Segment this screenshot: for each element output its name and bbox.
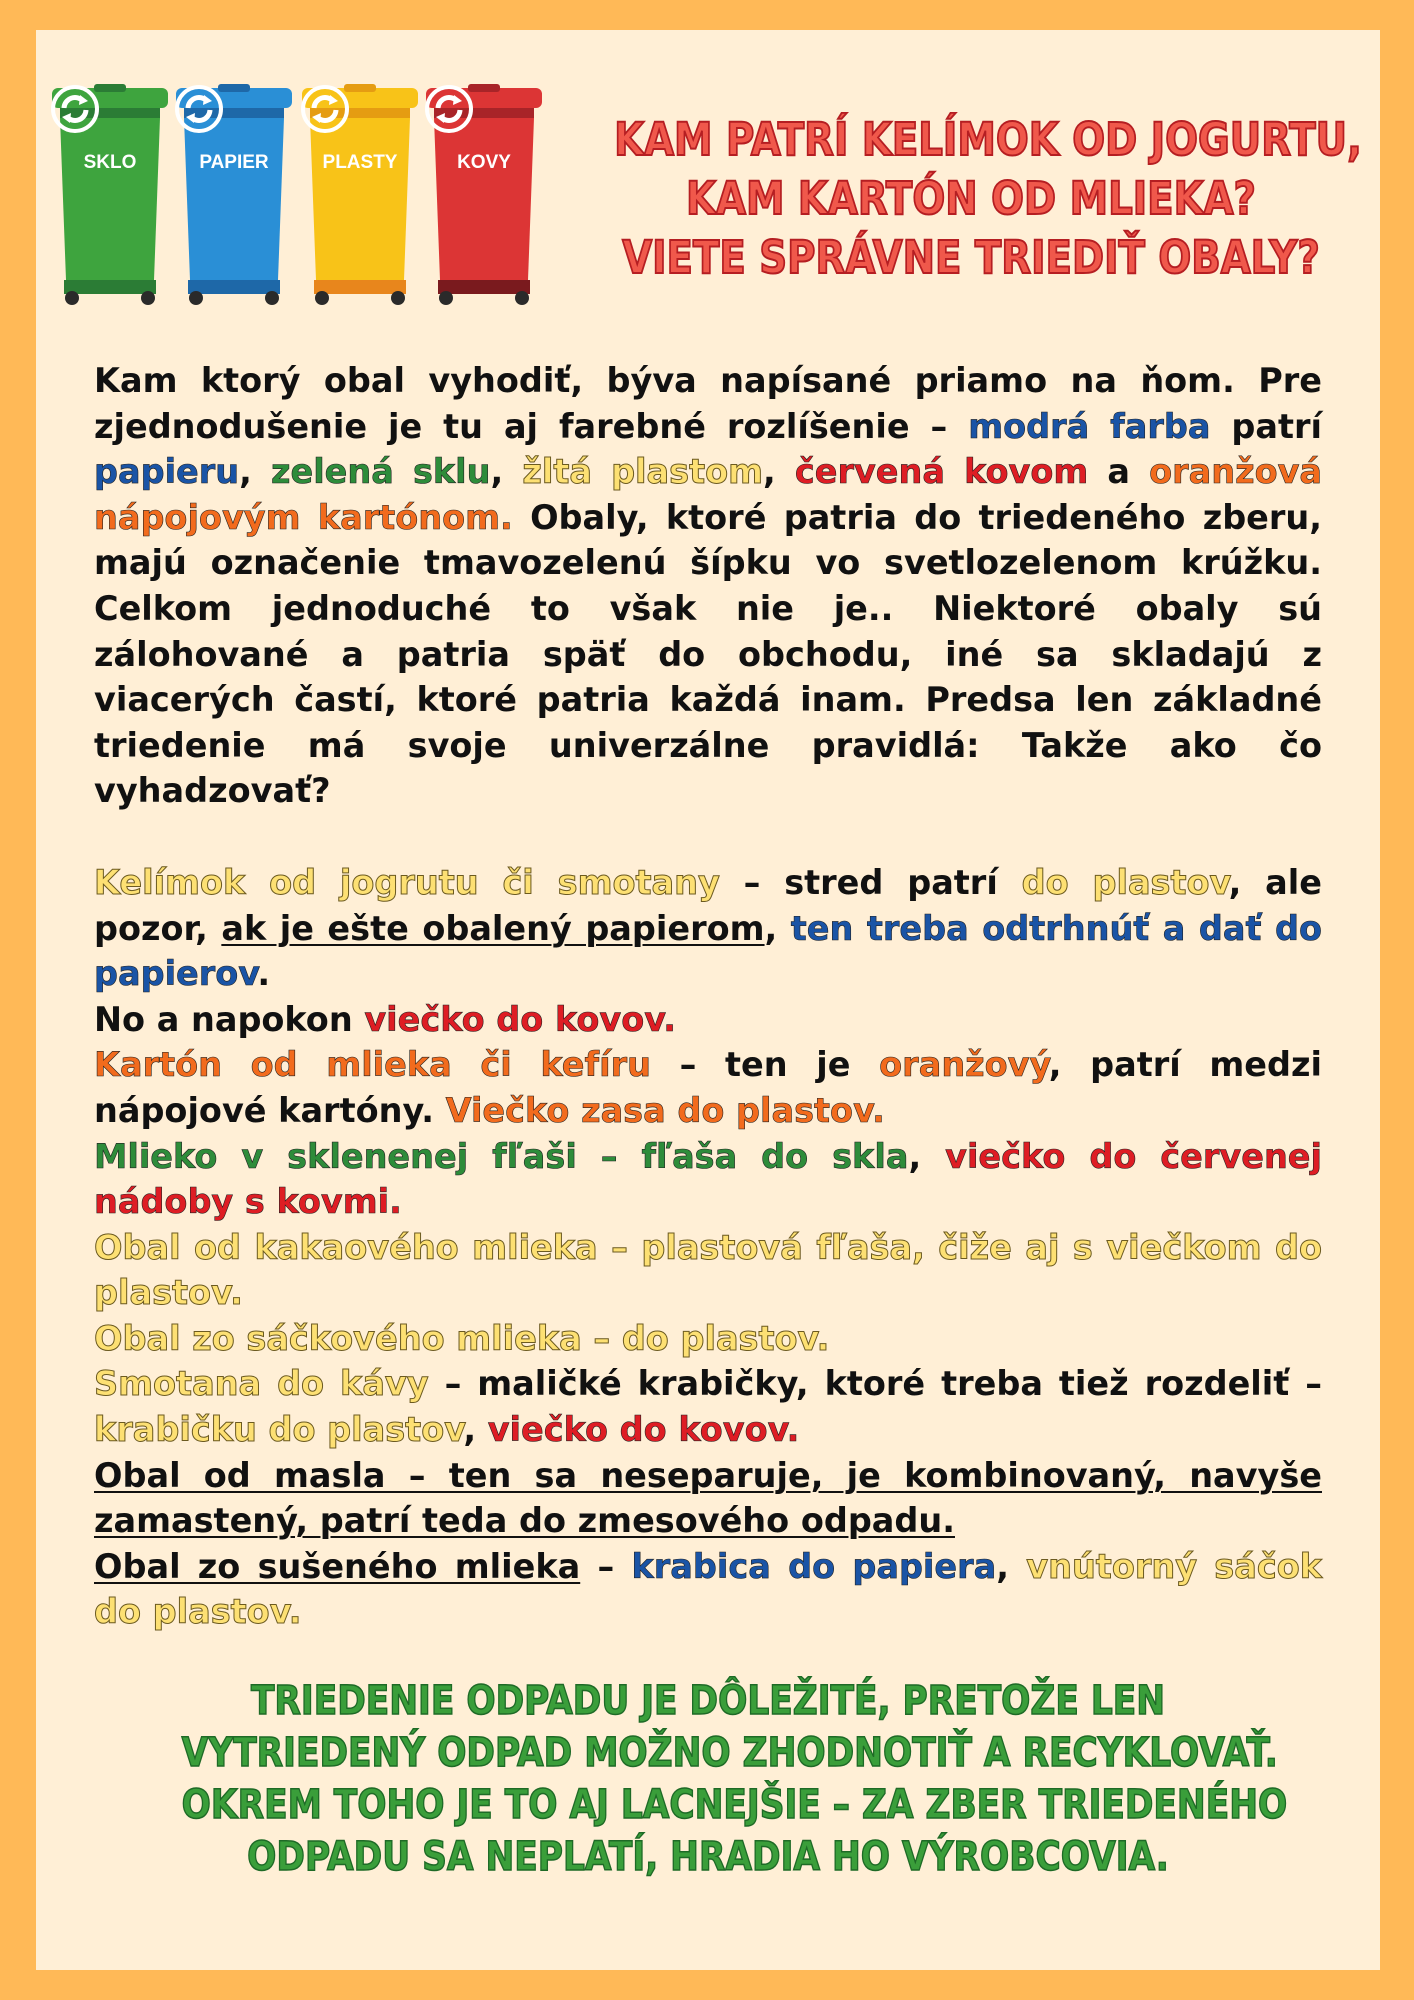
text-run: –	[580, 1546, 632, 1586]
bin-sklo	[50, 84, 170, 308]
bin-label: KOVY	[457, 152, 511, 173]
bin-kovy	[424, 84, 544, 308]
footer-line: OKREM TOHO JE TO AJ LACNEJŠIE – ZA ZBER TRIEDENÉHO	[181, 1782, 1288, 1828]
text-run-underlined: Obal zo sušeného mlieka	[94, 1546, 581, 1586]
page-title	[614, 110, 1362, 287]
text-run-red: viečko do kovov.	[364, 999, 677, 1039]
text-run: – maličké krabičky, ktoré treba tiež rozdeliť –	[428, 1364, 1322, 1404]
intro-paragraph	[94, 358, 1322, 814]
text-run: ,	[763, 452, 795, 492]
title-line: KAM PATRÍ KELÍMOK OD JOGURTU,	[614, 113, 1362, 166]
text-run: – stred patrí	[719, 862, 1022, 902]
text-run-yellow: do plastov	[1021, 862, 1229, 902]
text-run: ,	[908, 1136, 946, 1176]
item-smotana	[94, 1361, 1322, 1452]
text-run-orange: oranžový	[879, 1045, 1049, 1085]
bin-label: PLASTY	[322, 152, 398, 173]
text-run-blue: modrá farba	[968, 406, 1211, 446]
text-run: , patrí medzi nápojové kartóny.	[94, 1045, 1322, 1130]
bin-label: SKLO	[83, 152, 137, 173]
recycle-icon	[50, 84, 100, 134]
text-run-blue: krabica do papiera	[631, 1546, 997, 1586]
item-sackove	[94, 1316, 1322, 1362]
item-vieckp	[94, 997, 1322, 1043]
text-run-yellow: vnútorný sáčok do plastov.	[94, 1546, 1322, 1632]
text-run-yellow: Smotana do kávy	[94, 1364, 429, 1404]
text-run-yellow: krabičku do plastov	[94, 1410, 464, 1450]
text-run-yellow: Obal zo sáčkového mlieka – do plastov.	[94, 1318, 830, 1358]
text-run-yellow: žltá plastom	[522, 452, 764, 492]
text-run: ,	[764, 908, 791, 948]
footer-line: TRIEDENIE ODPADU JE DÔLEŽITÉ, PRETOŽE LEN	[250, 1678, 1166, 1724]
text-run-orange: Kartón od mlieka či kefíru	[94, 1045, 651, 1085]
text-run-green: zelená sklu	[270, 452, 491, 492]
item-susene	[94, 1544, 1322, 1635]
text-run: , ale pozor,	[94, 862, 1322, 948]
paragraph-gap	[94, 814, 1322, 860]
text-run-blue: papieru	[94, 452, 240, 492]
text-run: ,	[996, 1546, 1027, 1586]
text-run: a	[1088, 452, 1150, 492]
text-run: Obaly, ktoré patria do triedeného zberu, majú označenie tmavozelenú šípku vo svetlozelenom krúžku. Celkom jednoduché to však nie je.. Niektoré obaly sú zálohované a patria späť do obchodu, iné sa skladajú z viacerých častí, ktoré patria každá inam. Predsa len základné triedenie má svoje univerzálne pravidlá: Takže ako čo vyhadzovať?	[94, 497, 1322, 811]
text-run-red: červená kovom	[794, 452, 1089, 492]
text-run: ,	[239, 452, 271, 492]
text-run-yellow: Obal od kakaového mlieka – plastová fľaša, čiže aj s viečkom do plastov.	[94, 1227, 1322, 1313]
bin-label: PAPIER	[199, 152, 269, 173]
footer-message	[181, 1675, 1288, 1883]
item-karton	[94, 1042, 1322, 1133]
item-mlieko-sklo	[94, 1134, 1322, 1225]
text-run-yellow: Kelímok od jogrutu či smotany	[94, 862, 720, 902]
recycle-icon	[424, 84, 474, 134]
text-run-underlined: Obal od masla – ten sa neseparuje, je kombinovaný, navyše zamastený, patrí teda do zmesového odpadu.	[94, 1455, 1322, 1541]
text-run: ,	[490, 452, 523, 492]
text-run-green: Mlieko v sklenenej fľaši – fľaša do skla	[94, 1136, 909, 1176]
footer-line: VYTRIEDENÝ ODPAD MOŽNO ZHODNOTIŤ A RECYKLOVAŤ.	[181, 1730, 1278, 1776]
footer-line: ODPADU SA NEPLATÍ, HRADIA HO VÝROBCOVIA.	[247, 1834, 1169, 1880]
text-run-blue: ten treba odtrhnúť a dať do papierov	[94, 908, 1323, 994]
text-run: – ten je	[650, 1045, 880, 1085]
recycle-icon	[300, 84, 350, 134]
title-line: VIETE SPRÁVNE TRIEDIŤ OBALY?	[622, 231, 1320, 284]
text-run-red: viečko do červenej nádoby s kovmi.	[94, 1136, 1322, 1222]
text-run-underlined: ak je ešte obalený papierom	[221, 908, 765, 948]
bin-papier	[174, 84, 294, 308]
recycle-icon	[174, 84, 224, 134]
text-run-orange: Viečko zasa do plastov.	[445, 1090, 885, 1130]
item-kelimok	[94, 860, 1322, 997]
article-body	[94, 358, 1322, 1635]
text-run-orange: oranžová nápojovým kartónom.	[94, 452, 1323, 537]
text-run: ,	[463, 1410, 488, 1450]
item-kakao	[94, 1225, 1322, 1316]
text-run: Kam ktorý obal vyhodiť, býva napísané priamo na ňom. Pre zjednodušenie je tu aj farebné rozlíšenie –	[94, 361, 1322, 446]
text-run: No a napokon	[94, 999, 365, 1039]
text-run: patrí	[1210, 406, 1322, 446]
item-maslo	[94, 1453, 1322, 1544]
bins-illustration	[50, 84, 550, 308]
title-line: KAM KARTÓN OD MLIEKA?	[686, 172, 1256, 225]
text-run-red: viečko do kovov.	[487, 1410, 800, 1450]
bin-plasty	[300, 84, 420, 308]
text-run: .	[257, 954, 271, 994]
poster-page	[36, 30, 1380, 1970]
